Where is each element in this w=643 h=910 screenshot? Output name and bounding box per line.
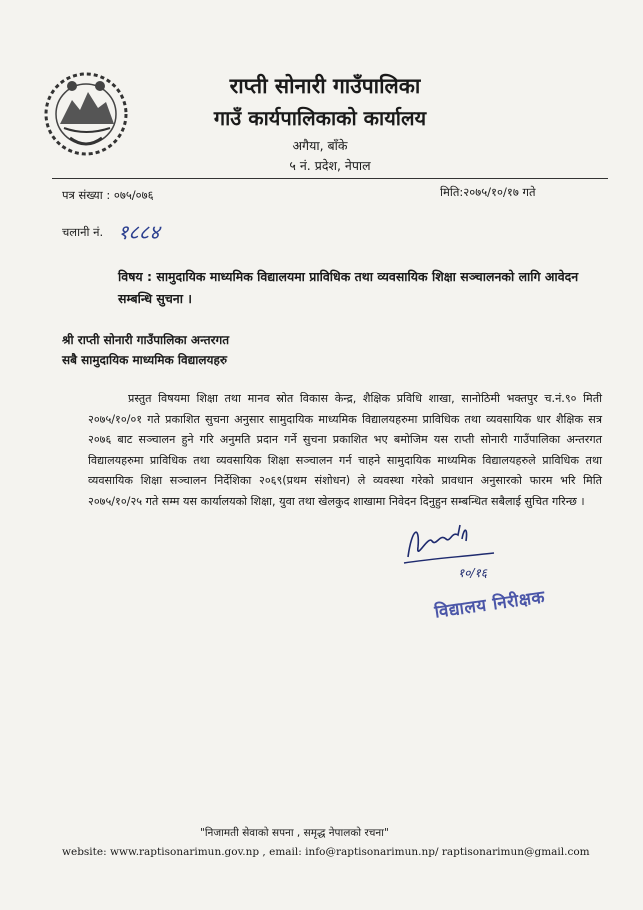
letter-body bbox=[88, 389, 602, 513]
signature bbox=[398, 517, 508, 581]
letter-date: मिति:२०७५/१०/१७ गते bbox=[440, 185, 536, 199]
nepal-government-emblem bbox=[40, 66, 132, 158]
letter-body-text: प्रस्तुत विषयमा शिक्षा तथा मानव स्रोत विकास केन्द्र, शैक्षिक प्रविधि शाखा, सानोठिमी भक्तपुर च.नं.९० मिती २०७५/१०/०१ गते प्रकाशित सुचना अनुसार सामुदायिक माध्यमिक विद्यालयहरुमा प्राविधिक तथा व्यवसायिक धार शैक्षिक सत्र २०७६ बाट सञ्चालन हुने गरि अनुमति प्रदान गर्ने सुचना प्रकाशित भए बमोजिम यस राप्ती सोनारी गाउँपालिका अन्तरगत विद्यालयहरुमा प्राविधिक तथा व्यवसायिक शिक्षा सञ्चालन गर्न चाहने सामुदायिक माध्यमिक विद्यालयहरुले प्राविधिक तथा व्यवसायिक शिक्षा सञ्चालन निर्देशिका २०६९(प्रथम संशोधन) ले व्यवस्था गरेको प्रावधान अनुसारको फारम भरि मिति २०७५/१०/२५ गते सम्म यस कार्यालयको शिक्षा, युवा तथा खेलकुद शाखामा निवेदन दिनुहुन सम्बन्धित सबैलाई सुचित गरिन्छ । bbox=[88, 392, 602, 508]
dispatch-label: चलानी नं. bbox=[62, 225, 104, 239]
province-country: ५ नं. प्रदेश, नेपाल bbox=[289, 158, 371, 173]
office-address: अगैया, बाँके bbox=[292, 138, 348, 153]
letter-subject: विषय : सामुदायिक माध्यमिक विद्यालयमा प्राविधिक तथा व्यवसायिक शिक्षा सञ्चालनको लागि आवेदन सम्बन्धि सुचना । bbox=[118, 269, 579, 306]
municipality-name: राप्ती सोनारी गाउँपालिका bbox=[229, 74, 421, 98]
signature-date: १०/१६ bbox=[458, 566, 488, 580]
header-divider bbox=[52, 178, 608, 179]
reference-number: पत्र संख्या : ०७५/०७६ bbox=[62, 188, 154, 202]
recipient-line-2: सबै सामुदायिक माध्यमिक विद्यालयहरु bbox=[62, 353, 228, 367]
inspector-stamp: विद्यालय निरीक्षक bbox=[433, 587, 547, 623]
footer-motto: "निजामती सेवाको सपना , समृद्ध नेपालको रचना" bbox=[200, 827, 389, 839]
office-name: गाउँ कार्यपालिकाको कार्यालय bbox=[213, 106, 427, 130]
footer-contact: website: www.raptisonarimun.gov.np , email: info@raptisonarimun.np/ raptisonarimun@gmail.com bbox=[62, 846, 590, 858]
recipient-line-1: श्री राप्ती सोनारी गाउँपालिका अन्तरगत bbox=[62, 333, 230, 347]
dispatch-number: १८८४ bbox=[118, 220, 160, 244]
